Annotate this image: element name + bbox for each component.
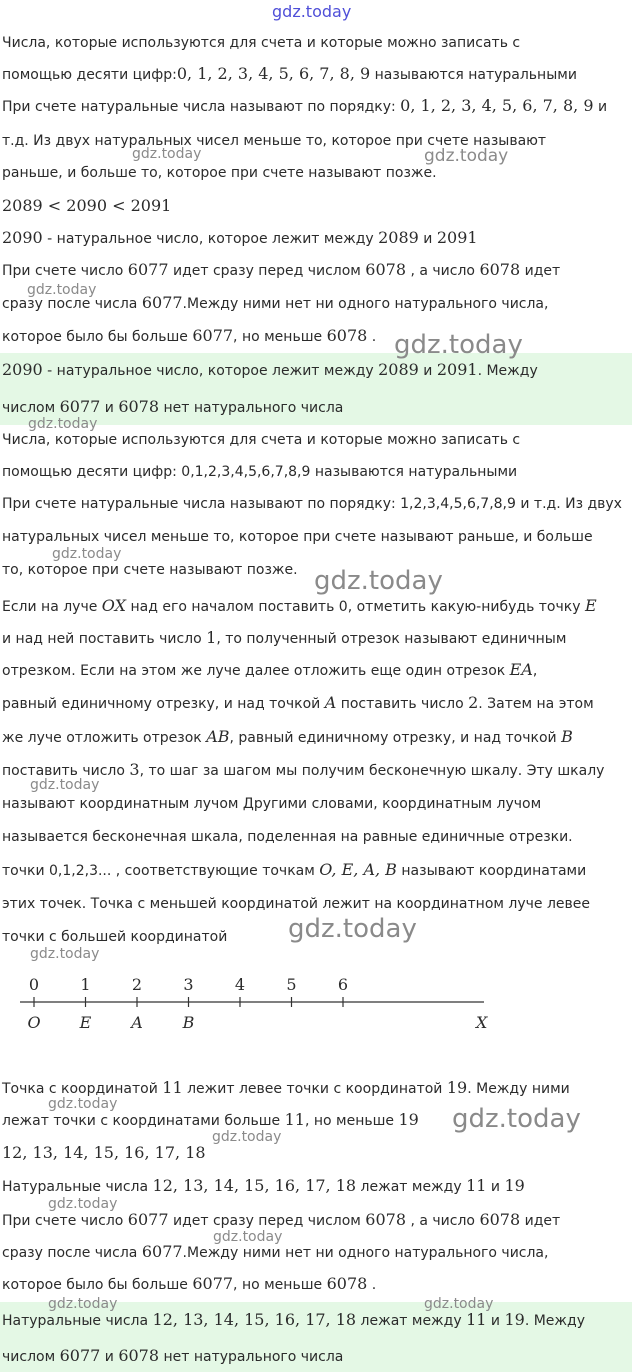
math-expression: 2091	[436, 228, 478, 247]
math-expression: 6077	[127, 1210, 169, 1229]
math-expression: O, E, A, B	[319, 860, 397, 879]
math-expression: 2	[468, 693, 479, 712]
text-run: .	[367, 329, 377, 345]
math-expression: 6078	[479, 260, 521, 279]
text-run: - натуральное число, которое лежит между	[42, 231, 379, 247]
math-expression: E	[584, 596, 597, 615]
math-expression: 6077	[192, 326, 234, 345]
math-expression: 2089	[378, 360, 419, 379]
ray-number-label: 5	[286, 975, 297, 994]
math-expression: B	[561, 727, 573, 746]
text-run: Числа, которые используются для счета и которые можно записать с	[2, 432, 521, 448]
math-expression: 6077	[59, 397, 101, 416]
text-run: . Затем на этом	[478, 696, 594, 712]
math-expression: 12, 13, 14, 15, 16, 17, 18	[152, 1176, 357, 1195]
text-run: нет натурального числа	[159, 1349, 344, 1365]
text-run: лежат между	[356, 1313, 467, 1329]
text-line	[2, 660, 537, 681]
text-run: идет	[520, 263, 561, 279]
text-line	[2, 326, 376, 347]
text-run: , то полученный отрезок называют единичным	[216, 631, 567, 647]
text-line	[2, 1346, 343, 1367]
text-run: .Между ними нет ни одного натурального числа,	[182, 296, 549, 312]
text-run: называют координатами	[396, 863, 587, 879]
watermark: gdz.today	[48, 1096, 118, 1112]
text-run: и	[100, 400, 119, 416]
text-run: отрезком. Если на этом же луче далее отложить еще один отрезок	[2, 663, 510, 679]
watermark: gdz.today	[212, 1129, 282, 1145]
text-line	[2, 1176, 525, 1197]
ray-number-label: 6	[337, 975, 349, 994]
text-run: , то шаг за шагом мы получим бесконечную шкалу. Эту шкалу	[139, 763, 605, 779]
text-line	[2, 494, 622, 514]
text-run: и	[100, 1349, 119, 1365]
math-expression: 2090	[2, 228, 43, 247]
math-expression: 0, 1, 2, 3, 4, 5, 6, 7, 8, 9	[176, 64, 371, 83]
text-line	[2, 96, 607, 117]
watermark: gdz.today	[314, 566, 443, 596]
text-line	[2, 1143, 206, 1164]
text-run: идет сразу перед числом	[168, 1213, 366, 1229]
ray-number-label: 0	[28, 975, 40, 994]
text-line	[2, 33, 520, 53]
text-run: равный единичному отрезку, и над точкой	[2, 696, 325, 712]
watermark: gdz.today	[452, 1104, 581, 1134]
math-expression: 0, 1, 2, 3, 4, 5, 6, 7, 8, 9	[400, 96, 594, 115]
text-run: натуральных чисел меньше то, которое при счете называют раньше, и больше	[2, 529, 593, 545]
site-logo[interactable]: gdz.today	[272, 2, 352, 21]
text-run: нет натурального числа	[159, 400, 344, 416]
text-line	[2, 628, 566, 649]
math-expression: 3	[129, 760, 140, 779]
text-line	[2, 894, 590, 914]
text-run: над его началом поставить 0, отметить какую-нибудь точку	[126, 599, 585, 615]
math-expression: 1	[206, 628, 217, 647]
math-expression: 11	[466, 1176, 487, 1195]
text-line	[2, 794, 541, 814]
math-expression: 12, 13, 14, 15, 16, 17, 18	[152, 1310, 357, 1329]
math-expression: 2089 < 2090 < 2091	[2, 196, 172, 215]
text-line	[2, 1242, 548, 1263]
watermark: gdz.today	[30, 777, 100, 793]
text-run: точки 0,1,2,3... , соответствующие точкам	[2, 863, 320, 879]
text-run: этих точек. Точка с меньшей координатой лежит на координатном луче левее	[2, 896, 590, 912]
text-run: и	[418, 231, 437, 247]
math-expression: 6078	[118, 1346, 160, 1365]
text-run: же луче отложить отрезок	[2, 730, 207, 746]
text-run: При счете число	[2, 263, 128, 279]
watermark: gdz.today	[48, 1196, 118, 1212]
text-run: ,	[532, 663, 538, 679]
watermark: gdz.today	[30, 946, 100, 962]
text-run: , а число	[406, 1213, 480, 1229]
math-expression: 6078	[326, 1274, 368, 1293]
math-expression: 6078	[365, 260, 407, 279]
ray-number-label: 2	[131, 975, 143, 994]
math-expression: 19	[504, 1310, 525, 1329]
watermark: gdz.today	[424, 1296, 494, 1312]
text-run: называется бесконечная шкала, поделенная на равные единичные отрезки.	[2, 829, 573, 845]
math-expression: 2090	[2, 360, 43, 379]
text-run: точки с большей координатой	[2, 929, 228, 945]
text-run: - натуральное число, которое лежит между	[42, 363, 379, 379]
ray-label-x: X	[476, 1013, 488, 1032]
text-line	[2, 1210, 560, 1231]
math-expression: 19	[446, 1078, 468, 1097]
ray-number-label: 1	[80, 975, 91, 994]
ray-point-label: E	[79, 1013, 92, 1032]
ray-point-label: B	[182, 1013, 195, 1032]
text-run: лежат между	[356, 1179, 467, 1195]
ray-number-label: 4	[234, 975, 246, 994]
text-line	[2, 693, 594, 714]
text-run: и над ней поставить число	[2, 631, 207, 647]
text-line	[2, 927, 227, 947]
text-run: При счете число	[2, 1213, 128, 1229]
text-run: . Между	[477, 363, 538, 379]
text-run: сразу после числа	[2, 296, 142, 312]
text-run: .	[367, 1277, 377, 1293]
ray-point-label: O	[27, 1013, 41, 1032]
watermark: gdz.today	[424, 146, 509, 166]
math-expression: 2089	[378, 228, 419, 247]
math-expression: 6077	[141, 293, 183, 312]
text-line	[2, 727, 573, 748]
math-expression: OX	[101, 596, 127, 615]
text-line	[2, 1274, 376, 1295]
text-line	[2, 560, 298, 580]
text-run: Натуральные числа	[2, 1179, 153, 1195]
text-run: Числа, которые используются для счета и которые можно записать с	[2, 35, 521, 51]
math-expression: 11	[162, 1078, 183, 1097]
math-expression: A	[324, 693, 337, 712]
text-line	[2, 397, 343, 418]
text-line	[2, 462, 517, 482]
watermark: gdz.today	[48, 1296, 118, 1312]
watermark: gdz.today	[213, 1229, 283, 1245]
math-expression: 6077	[192, 1274, 234, 1293]
text-run: и	[418, 363, 437, 379]
text-run: , но меньше	[304, 1113, 399, 1129]
math-expression: 6077	[127, 260, 169, 279]
text-line	[2, 64, 577, 85]
text-run: то, которое при счете называют позже.	[2, 562, 298, 578]
text-line	[2, 860, 586, 881]
text-run: При счете натуральные числа называют по порядку:	[2, 99, 401, 115]
text-run: идет сразу перед числом	[168, 263, 366, 279]
math-expression: 6078	[479, 1210, 521, 1229]
text-run: лежит левее точки с координатой	[182, 1081, 447, 1097]
text-run: . Между ними	[467, 1081, 570, 1097]
text-line	[2, 228, 478, 249]
ray-point-label: A	[131, 1013, 143, 1032]
text-run: называют координатным лучом Другими словами, координатным лучом	[2, 796, 542, 812]
text-run: которое было бы больше	[2, 1277, 193, 1293]
text-run: , равный единичному отрезку, и над точкой	[229, 730, 562, 746]
text-run: числом	[2, 400, 60, 416]
text-run: , но меньше	[233, 1277, 327, 1293]
text-line	[2, 827, 573, 847]
text-run: и	[593, 99, 608, 115]
watermark: gdz.today	[288, 914, 417, 944]
text-run: т.д. Из двух натуральных чисел меньше то, которое при счете называют	[2, 133, 547, 149]
text-run: и	[486, 1179, 505, 1195]
text-run: , а число	[406, 263, 480, 279]
math-expression: EA	[509, 660, 533, 679]
text-line	[2, 430, 520, 450]
math-expression: 11	[466, 1310, 487, 1329]
text-run: числом	[2, 1349, 60, 1365]
text-run: и	[486, 1313, 505, 1329]
ray-number-label: 3	[183, 975, 194, 994]
text-run: поставить число	[336, 696, 469, 712]
math-expression: 11	[284, 1110, 305, 1129]
watermark: gdz.today	[28, 416, 98, 432]
watermark: gdz.today	[52, 546, 122, 562]
math-expression: 12, 13, 14, 15, 16, 17, 18	[2, 1143, 206, 1162]
text-run: помощью десяти цифр: 0,1,2,3,4,5,6,7,8,9 называются натуральными	[2, 464, 518, 480]
text-line	[2, 360, 538, 381]
math-expression: 19	[504, 1176, 525, 1195]
math-expression: 19	[398, 1110, 419, 1129]
math-expression: 6078	[365, 1210, 407, 1229]
text-line	[2, 196, 171, 217]
text-line	[2, 1110, 419, 1131]
text-line	[2, 163, 437, 183]
text-run: поставить число	[2, 763, 130, 779]
text-run: раньше, и больше то, которое при счете называют позже.	[2, 165, 437, 181]
watermark: gdz.today	[27, 282, 97, 298]
text-run: При счете натуральные числа называют по порядку: 1,2,3,4,5,6,7,8,9 и т.д. Из двух	[2, 496, 622, 512]
watermark: gdz.today	[132, 146, 202, 162]
text-run: . Между	[524, 1313, 585, 1329]
text-run: называются натуральными	[370, 67, 577, 83]
watermark: gdz.today	[394, 330, 523, 360]
text-run: помощью десяти цифр:	[2, 67, 177, 83]
math-expression: 6078	[326, 326, 368, 345]
text-line	[2, 527, 593, 547]
math-expression: 6077	[141, 1242, 183, 1261]
text-line	[2, 260, 560, 281]
text-run: , но меньше	[233, 329, 327, 345]
text-run: Натуральные числа	[2, 1313, 153, 1329]
text-run: .Между ними нет ни одного натурального числа,	[182, 1245, 549, 1261]
text-run: Точка с координатой	[2, 1081, 163, 1097]
text-line	[2, 1310, 585, 1331]
math-expression: 6078	[118, 397, 160, 416]
text-run: идет	[520, 1213, 561, 1229]
coordinate-ray-figure	[0, 968, 632, 1038]
math-expression: 6077	[59, 1346, 101, 1365]
text-run: лежат точки с координатами больше	[2, 1113, 285, 1129]
text-line	[2, 596, 597, 617]
text-run: сразу после числа	[2, 1245, 142, 1261]
text-run: которое было бы больше	[2, 329, 193, 345]
text-run: Если на луче	[2, 599, 102, 615]
math-expression: 2091	[436, 360, 478, 379]
math-expression: AB	[206, 727, 230, 746]
